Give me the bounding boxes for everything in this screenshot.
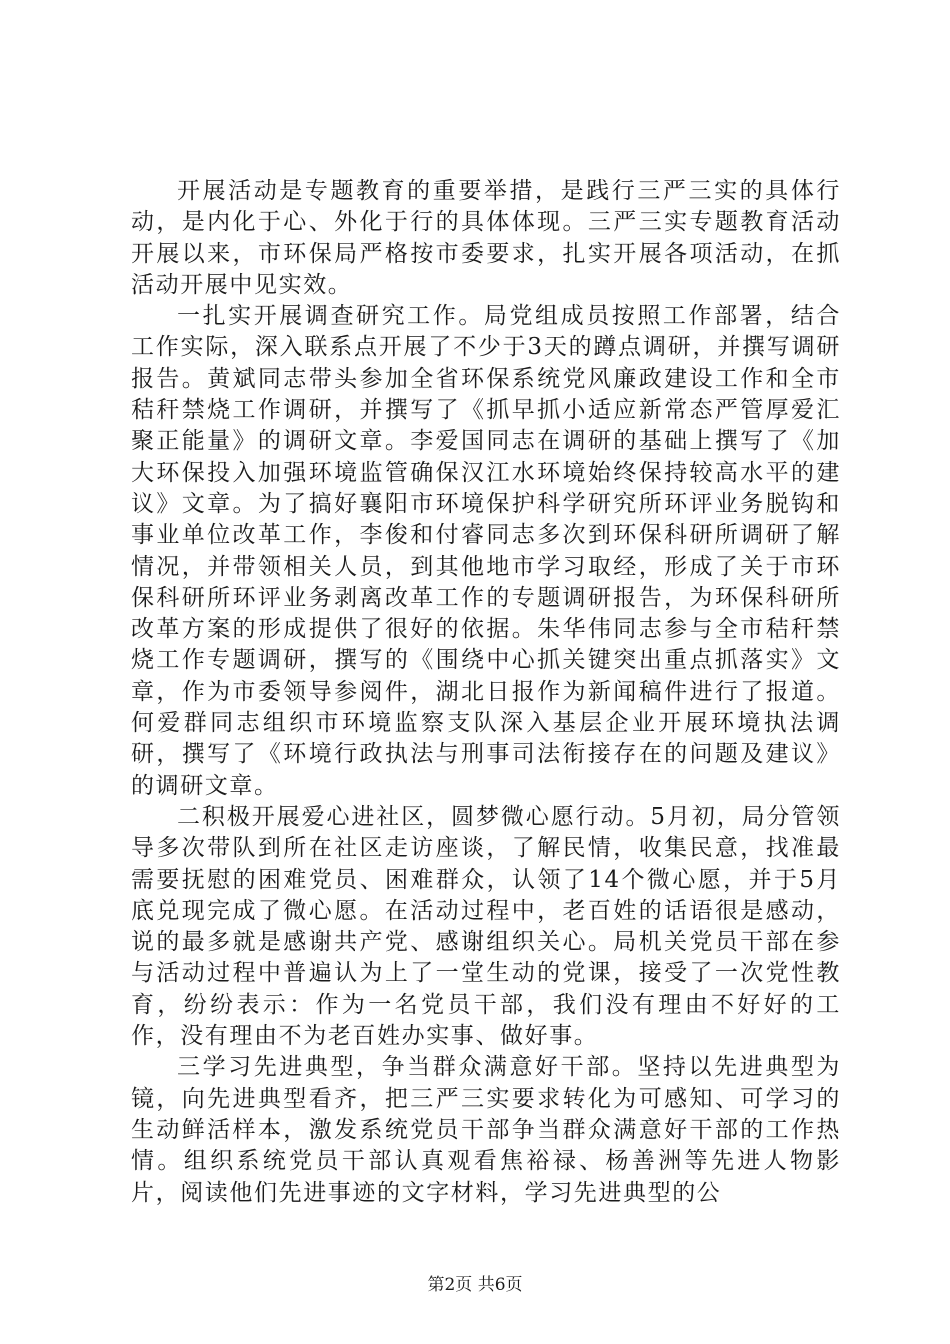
document-body bbox=[131, 176, 841, 1209]
paragraph-role-models: 三学习先进典型，争当群众满意好干部。坚持以先进典型为镜，向先进典型看齐，把三严三实要求转化为可感知、可学习的生动鲜活样本，激发系统党员干部争当群众满意好干部的工作热情。组织系统党员干部认真观看焦裕禄、杨善洲等先进人物影片，阅读他们先进事迹的文字材料，学习先进典型的公 bbox=[131, 1054, 841, 1206]
paragraph-community: 二积极开展爱心进社区，圆梦微心愿行动。5月初，局分管领导多次带队到所在社区走访座谈，了解民情，收集民意，找准最需要抚慰的困难党员、困难群众，认领了14个微心愿，并于5月底兑现完成了微心愿。在活动过程中，老百姓的话语很是感动，说的最多就是感谢共产党、感谢组织关心。局机关党员干部在参与活动过程中普遍认为上了一堂生动的党课，接受了一次党性教育，纷纷表示：作为一名党员干部，我们没有理由不好好的工作，没有理由不为老百姓办实事、做好事。 bbox=[131, 803, 841, 1050]
page-footer: 第2页 共6页 bbox=[427, 1275, 523, 1295]
paragraph-intro: 开展活动是专题教育的重要举措，是践行三严三实的具体行动，是内化于心、外化于行的具体体现。三严三实专题教育活动开展以来，市环保局严格按市委要求，扎实开展各项活动，在抓活动开展中见实效。 bbox=[131, 178, 841, 298]
paragraph-research: 一扎实开展调查研究工作。局党组成员按照工作部署，结合工作实际，深入联系点开展了不少于3天的蹲点调研，并撰写调研报告。黄斌同志带头参加全省环保系统党风廉政建设工作和全市秸秆禁烧工作调研，并撰写了《抓早抓小适应新常态严管厚爱汇聚正能量》的调研文章。李爱国同志在调研的基础上撰写了《加大环保投入加强环境监管确保汉江水环境始终保持较高水平的建议》文章。为了搞好襄阳市环境保护科学研究所环评业务脱钩和事业单位改革工作，李俊和付睿同志多次到环保科研所调研了解情况，并带领相关人员，到其他地市学习取经，形成了关于市环保科研所环评业务剥离改革工作的专题调研报告，为环保科研所改革方案的形成提供了很好的依据。朱华伟同志参与全市秸秆禁烧工作专题调研，撰写的《围绕中心抓关键突出重点抓落实》文章，作为市委领导参阅件，湖北日报作为新闻稿件进行了报道。何爱群同志组织市环境监察支队深入基层企业开展环境执法调研，撰写了《环境行政执法与刑事司法衔接存在的问题及建议》的调研文章。 bbox=[131, 303, 841, 799]
